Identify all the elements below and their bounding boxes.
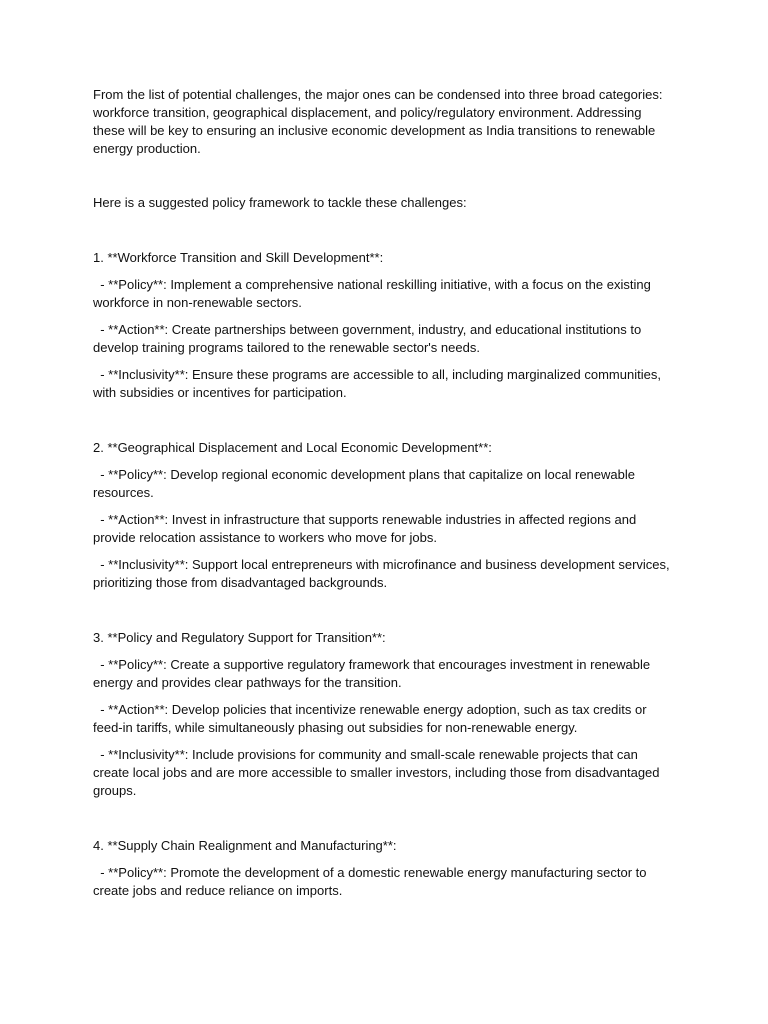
- section-heading: 4. **Supply Chain Realignment and Manufacturing**:: [93, 838, 397, 853]
- section-workforce-transition: [93, 249, 673, 402]
- list-item: - **Inclusivity**: Ensure these programs are accessible to all, including marginalized communities, with subsidies or incentives for participation.: [93, 367, 665, 400]
- list-item: - **Inclusivity**: Include provisions for community and small-scale renewable projects that can create local jobs and are more accessible to smaller investors, including those from disadvantaged groups.: [93, 747, 664, 798]
- list-item: - **Policy**: Implement a comprehensive national reskilling initiative, with a focus on the existing workforce in non-renewable sectors.: [93, 277, 655, 310]
- list-item: - **Policy**: Promote the development of a domestic renewable energy manufacturing sector to create jobs and reduce reliance on imports.: [93, 865, 651, 898]
- section-heading: 3. **Policy and Regulatory Support for Transition**:: [93, 630, 386, 645]
- document-page: [93, 86, 673, 937]
- section-heading: 2. **Geographical Displacement and Local Economic Development**:: [93, 440, 492, 455]
- intro-paragraph: From the list of potential challenges, the major ones can be condensed into three broad categories: workforce transition, geographical displacement, and policy/regulatory environment. Addressing these will be key to ensuring an inclusive economic development as India transitions to renewable energy production.: [93, 87, 667, 156]
- section-heading: 1. **Workforce Transition and Skill Development**:: [93, 250, 384, 265]
- section-geographical-displacement: [93, 439, 673, 592]
- lead-paragraph: Here is a suggested policy framework to tackle these challenges:: [93, 195, 467, 210]
- list-item: - **Inclusivity**: Support local entrepreneurs with microfinance and business development services, prioritizing those from disadvantaged backgrounds.: [93, 557, 674, 590]
- list-item: - **Action**: Invest in infrastructure that supports renewable industries in affected regions and provide relocation assistance to workers who move for jobs.: [93, 512, 640, 545]
- list-item: - **Action**: Develop policies that incentivize renewable energy adoption, such as tax credits or feed-in tariffs, while simultaneously phasing out subsidies for non-renewable energy.: [93, 702, 651, 735]
- section-policy-regulatory: [93, 629, 673, 800]
- list-item: - **Policy**: Create a supportive regulatory framework that encourages investment in renewable energy and provides clear pathways for the transition.: [93, 657, 654, 690]
- list-item: - **Policy**: Develop regional economic development plans that capitalize on local renewable resources.: [93, 467, 639, 500]
- list-item: - **Action**: Create partnerships between government, industry, and educational institutions to develop training programs tailored to the renewable sector's needs.: [93, 322, 645, 355]
- section-supply-chain: [93, 837, 673, 900]
